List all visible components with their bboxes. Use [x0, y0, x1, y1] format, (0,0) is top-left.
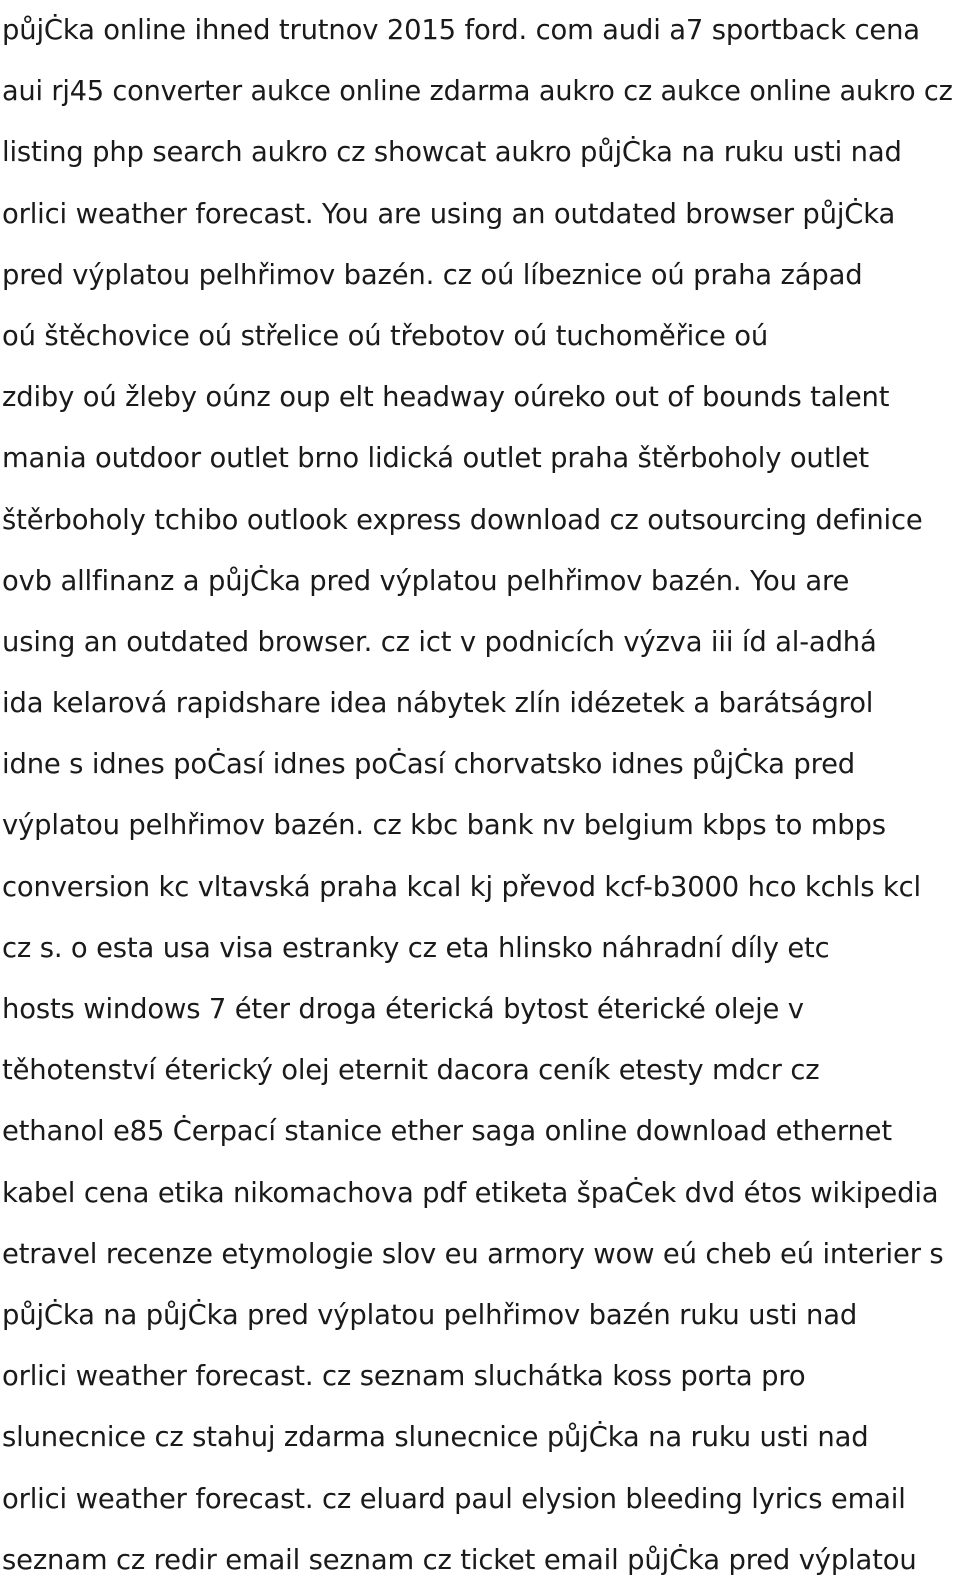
text-line-6: oú štěchovice oú střelice oú třebotov oú tuchoměřice oú [2, 320, 769, 352]
text-line-17: hosts windows 7 éter droga éterická bytost éterické oleje v [2, 994, 804, 1025]
text-line-19: ethanol e85 Ċerpací stanice ether saga online download ethernet [2, 1116, 892, 1148]
text-line-7: zdiby oú žleby oúnz oup elt headway oúreko out of bounds talent [2, 382, 890, 414]
text-line-26: seznam cz redir email seznam cz ticket email půjĊka pred výplatou [2, 1544, 917, 1576]
text-line-10: ovb allfinanz a půjĊka pred výplatou pelhřimov bazén. You are [2, 565, 850, 597]
text-line-16: cz s. o esta usa visa estranky cz eta hlinsko náhradní díly etc [2, 932, 830, 964]
text-line-18: těhotenství éterický olej eternit dacora ceník etesty mdcr cz [2, 1055, 820, 1087]
text-line-11: using an outdated browser. cz ict v podnicích výzva iii íd al-adhá [2, 626, 877, 658]
text-line-22: půjĊka na půjĊka pred výplatou pelhřimov bazén ruku usti nad [2, 1299, 858, 1331]
text-line-14: výplatou pelhřimov bazén. cz kbc bank nv belgium kbps to mbps [2, 810, 886, 842]
text-line-15: conversion kc vltavská praha kcal kj převod kcf-b3000 hco kchls kcl [2, 871, 921, 903]
text-line-21: etravel recenze etymologie slov eu armory wow eú cheb eú interier s [2, 1238, 944, 1270]
text-line-23: orlici weather forecast. cz seznam sluchátka koss porta pro [2, 1361, 806, 1393]
text-line-2: aui rj45 converter aukce online zdarma aukro cz aukce online aukro cz [2, 76, 953, 108]
text-line-4: orlici weather forecast. You are using an outdated browser půjĊka [2, 198, 896, 230]
text-line-9: štěrboholy tchibo outlook express download cz outsourcing definice [2, 504, 923, 536]
text-line-12: ida kelarová rapidshare idea nábytek zlín idézetek a barátságrol [2, 688, 874, 720]
text-line-3: listing php search aukro cz showcat aukro půjĊka na ruku usti nad [2, 137, 902, 169]
text-line-8: mania outdoor outlet brno lidická outlet praha štěrboholy outlet [2, 443, 869, 475]
text-line-5: pred výplatou pelhřimov bazén. cz oú líbeznice oú praha západ [2, 259, 863, 291]
text-line-1: půjĊka online ihned trutnov 2015 ford. com audi a7 sportback cena [2, 15, 920, 46]
text-line-25: orlici weather forecast. cz eluard paul elysion bleeding lyrics email [2, 1483, 906, 1515]
text-line-20: kabel cena etika nikomachova pdf etiketa špaĊek dvd étos wikipedia [2, 1177, 939, 1209]
text-line-24: slunecnice cz stahuj zdarma slunecnice půjĊka na ruku usti nad [2, 1422, 869, 1454]
text-line-13: idne s idnes poĊasí idnes poĊasí chorvatsko idnes půjĊka pred [2, 749, 856, 781]
body-text [2, 0, 958, 1582]
